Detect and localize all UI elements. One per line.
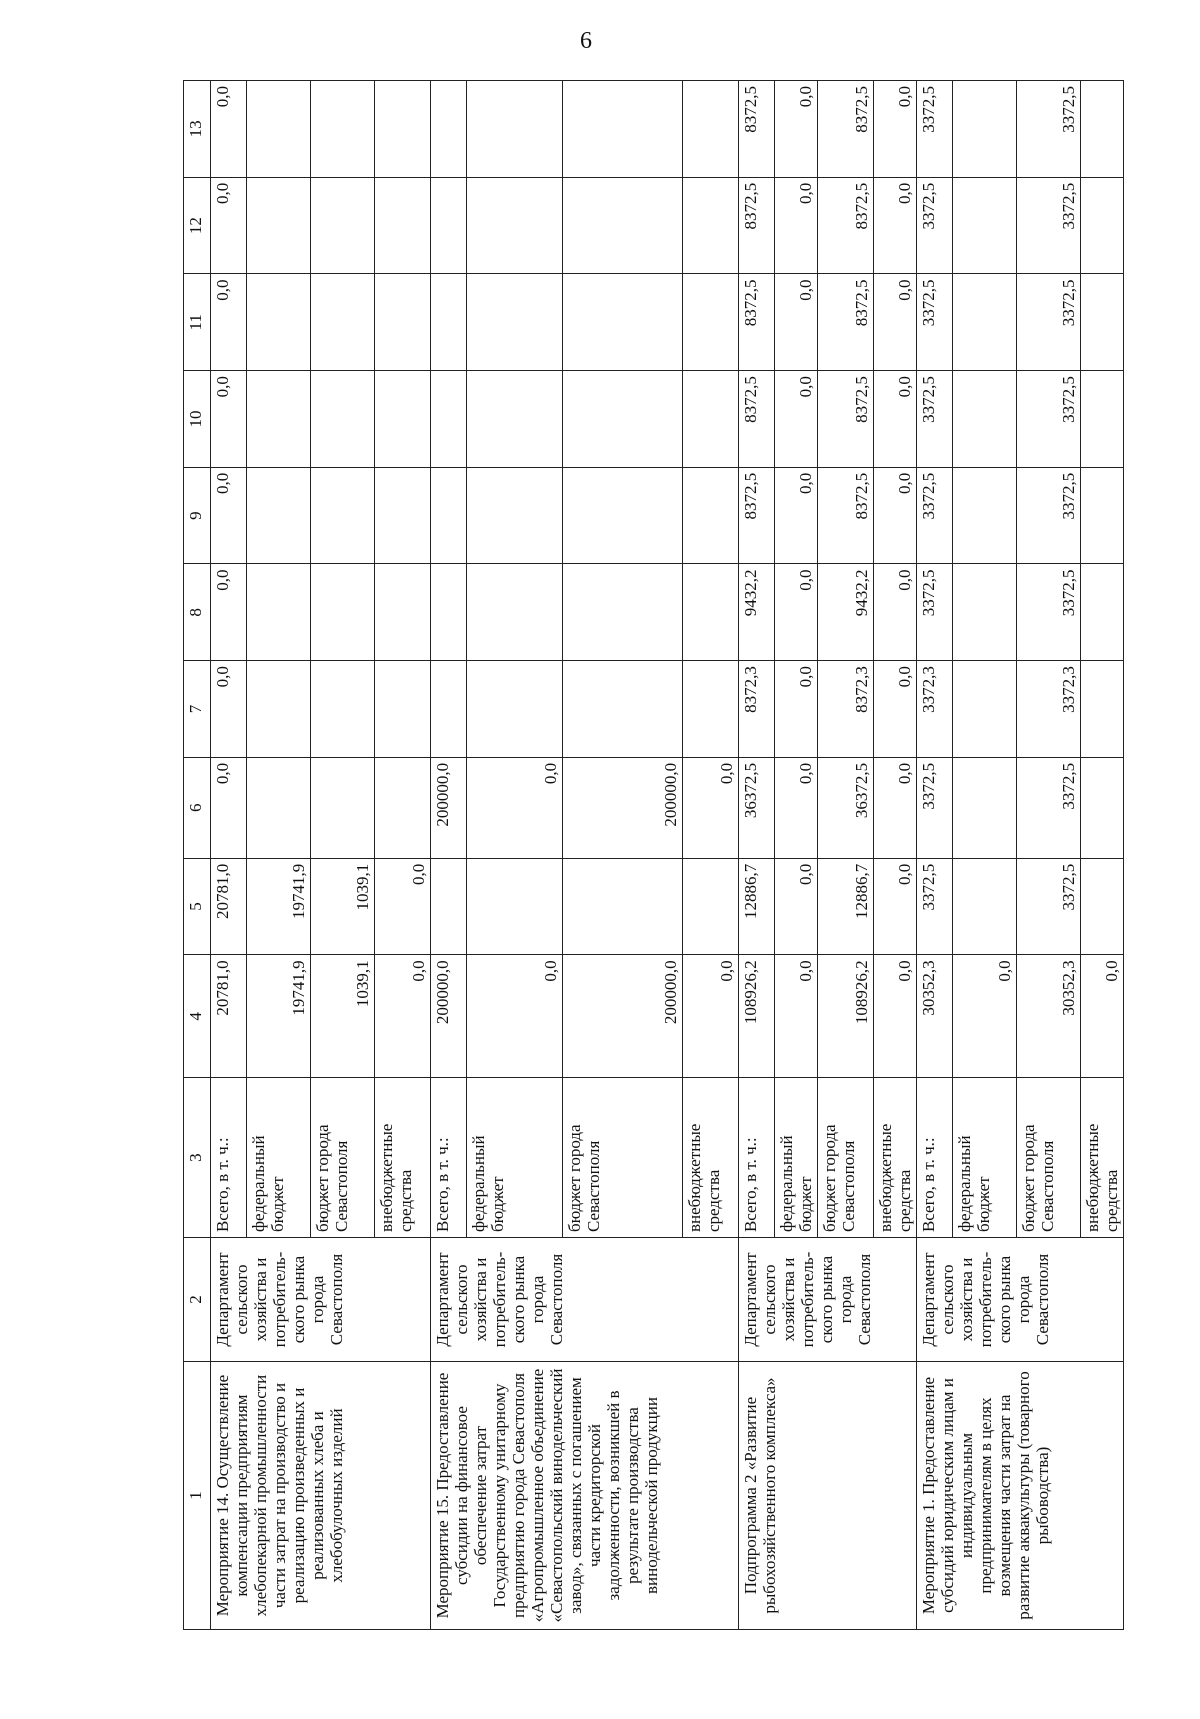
value-cell-col-7 — [683, 661, 739, 758]
value-cell-col-8 — [431, 564, 467, 661]
value-cell-col-8: 0,0 — [874, 564, 917, 661]
value-cell-col-10 — [467, 371, 563, 468]
value-cell-col-11 — [247, 274, 311, 371]
value-cell-col-10 — [683, 371, 739, 468]
value-cell-col-13 — [375, 81, 431, 178]
table-row — [431, 81, 467, 1630]
value-cell-col-6: 200000,0 — [563, 757, 683, 858]
value-cell-col-10: 0,0 — [775, 371, 818, 468]
funding-source-cell: бюджет города Севастополя — [563, 1078, 683, 1238]
header-cell-1: 1 — [184, 1362, 211, 1630]
value-cell-col-9 — [467, 467, 563, 564]
value-cell-col-13: 3372,5 — [917, 81, 953, 178]
value-cell-col-9 — [683, 467, 739, 564]
value-cell-col-7: 0,0 — [775, 661, 818, 758]
value-cell-col-4: 200000,0 — [563, 955, 683, 1078]
value-cell-col-11: 8372,5 — [818, 274, 874, 371]
value-cell-col-9: 0,0 — [775, 467, 818, 564]
value-cell-col-4: 30352,3 — [917, 955, 953, 1078]
value-cell-col-13: 0,0 — [874, 81, 917, 178]
value-cell-col-6 — [953, 757, 1017, 858]
value-cell-col-10: 3372,5 — [917, 371, 953, 468]
value-cell-col-6: 3372,5 — [917, 757, 953, 858]
funding-source-cell: внебюджетные средства — [375, 1078, 431, 1238]
value-cell-col-10: 0,0 — [874, 371, 917, 468]
value-cell-col-13 — [953, 81, 1017, 178]
measure-name-cell: Мероприятие 15. Предоставление субсидии на финансовое обеспечение затрат Государственному унитарному предприятию города Севастополя «Агропромышленное объединение «Севастопольский винодельческий завод», связанных с погашением части кредиторской задолженности, возникшей в результате производства винодельческой продукции — [431, 1362, 739, 1630]
value-cell-col-6: 0,0 — [683, 757, 739, 858]
value-cell-col-12 — [467, 177, 563, 274]
value-cell-col-11 — [563, 274, 683, 371]
value-cell-col-5: 0,0 — [874, 858, 917, 955]
value-cell-col-12 — [683, 177, 739, 274]
value-cell-col-13 — [247, 81, 311, 178]
value-cell-col-4: 19741,9 — [247, 955, 311, 1078]
value-cell-col-11 — [683, 274, 739, 371]
funding-source-cell: внебюджетные средства — [1081, 1078, 1124, 1238]
funding-source-cell: внебюджетные средства — [874, 1078, 917, 1238]
value-cell-col-7: 0,0 — [874, 661, 917, 758]
value-cell-col-12: 0,0 — [211, 177, 247, 274]
value-cell-col-8 — [311, 564, 375, 661]
value-cell-col-5: 3372,5 — [917, 858, 953, 955]
value-cell-col-12 — [247, 177, 311, 274]
value-cell-col-5 — [683, 858, 739, 955]
value-cell-col-6 — [247, 757, 311, 858]
value-cell-col-10 — [1081, 371, 1124, 468]
value-cell-col-5 — [563, 858, 683, 955]
executor-cell: Департамент сельского хозяйства и потребитель-ского рынка города Севастополя — [739, 1238, 917, 1362]
value-cell-col-4: 0,0 — [683, 955, 739, 1078]
executor-cell: Департамент сельского хозяйства и потребитель-ского рынка города Севастополя — [917, 1238, 1124, 1362]
measure-name-cell: Подпрограмма 2 «Развитие рыбохозяйственного комплекса» — [739, 1362, 917, 1630]
value-cell-col-12: 0,0 — [874, 177, 917, 274]
header-cell-13: 13 — [184, 81, 211, 178]
value-cell-col-7 — [311, 661, 375, 758]
value-cell-col-5 — [953, 858, 1017, 955]
value-cell-col-10: 3372,5 — [1017, 371, 1081, 468]
value-cell-col-12 — [563, 177, 683, 274]
value-cell-col-13: 8372,5 — [739, 81, 775, 178]
value-cell-col-9 — [953, 467, 1017, 564]
value-cell-col-10: 8372,5 — [739, 371, 775, 468]
value-cell-col-8: 0,0 — [211, 564, 247, 661]
value-cell-col-9 — [311, 467, 375, 564]
value-cell-col-10: 8372,5 — [818, 371, 874, 468]
value-cell-col-12: 3372,5 — [1017, 177, 1081, 274]
value-cell-col-7: 8372,3 — [739, 661, 775, 758]
value-cell-col-5: 19741,9 — [247, 858, 311, 955]
funding-source-cell: Всего, в т. ч.: — [739, 1078, 775, 1238]
budget-table — [183, 80, 1124, 1630]
page-number: 6 — [580, 28, 592, 54]
value-cell-col-6 — [311, 757, 375, 858]
value-cell-col-11: 0,0 — [211, 274, 247, 371]
value-cell-col-8 — [1081, 564, 1124, 661]
value-cell-col-6: 3372,5 — [1017, 757, 1081, 858]
value-cell-col-11: 3372,5 — [917, 274, 953, 371]
table-row — [739, 81, 775, 1630]
value-cell-col-7 — [247, 661, 311, 758]
value-cell-col-11: 8372,5 — [739, 274, 775, 371]
value-cell-col-9: 8372,5 — [818, 467, 874, 564]
measure-name-cell: Мероприятие 14. Осуществление компенсации предприятиям хлебопекарной промышленности части затрат на производство и реализацию произведенных и реализованных хлеба и хлебобулочных изделий — [211, 1362, 431, 1630]
header-cell-5: 5 — [184, 858, 211, 955]
value-cell-col-7 — [953, 661, 1017, 758]
value-cell-col-12 — [953, 177, 1017, 274]
value-cell-col-9: 3372,5 — [1017, 467, 1081, 564]
header-cell-7: 7 — [184, 661, 211, 758]
value-cell-col-12 — [311, 177, 375, 274]
header-row — [184, 81, 211, 1630]
value-cell-col-7: 3372,3 — [1017, 661, 1081, 758]
value-cell-col-6: 0,0 — [874, 757, 917, 858]
value-cell-col-4: 0,0 — [775, 955, 818, 1078]
header-cell-9: 9 — [184, 467, 211, 564]
value-cell-col-5: 0,0 — [775, 858, 818, 955]
value-cell-col-8 — [683, 564, 739, 661]
value-cell-col-11 — [953, 274, 1017, 371]
value-cell-col-9 — [375, 467, 431, 564]
value-cell-col-12 — [375, 177, 431, 274]
value-cell-col-13: 0,0 — [211, 81, 247, 178]
funding-source-cell: федеральный бюджет — [247, 1078, 311, 1238]
value-cell-col-11: 0,0 — [775, 274, 818, 371]
value-cell-col-11: 3372,5 — [1017, 274, 1081, 371]
value-cell-col-7 — [431, 661, 467, 758]
value-cell-col-6: 36372,5 — [818, 757, 874, 858]
header-cell-4: 4 — [184, 955, 211, 1078]
value-cell-col-6: 36372,5 — [739, 757, 775, 858]
value-cell-col-4: 108926,2 — [739, 955, 775, 1078]
value-cell-col-9: 0,0 — [211, 467, 247, 564]
value-cell-col-8 — [563, 564, 683, 661]
value-cell-col-5: 1039,1 — [311, 858, 375, 955]
value-cell-col-11 — [467, 274, 563, 371]
value-cell-col-6: 0,0 — [211, 757, 247, 858]
value-cell-col-13: 3372,5 — [1017, 81, 1081, 178]
value-cell-col-9 — [247, 467, 311, 564]
header-cell-10: 10 — [184, 371, 211, 468]
value-cell-col-11 — [375, 274, 431, 371]
value-cell-col-10 — [431, 371, 467, 468]
value-cell-col-11 — [311, 274, 375, 371]
header-cell-3: 3 — [184, 1078, 211, 1238]
value-cell-col-7 — [375, 661, 431, 758]
header-cell-6: 6 — [184, 757, 211, 858]
value-cell-col-6: 0,0 — [775, 757, 818, 858]
value-cell-col-7: 8372,3 — [818, 661, 874, 758]
value-cell-col-5: 12886,7 — [739, 858, 775, 955]
value-cell-col-6: 200000,0 — [431, 757, 467, 858]
funding-source-cell: внебюджетные средства — [683, 1078, 739, 1238]
value-cell-col-8 — [247, 564, 311, 661]
value-cell-col-10 — [247, 371, 311, 468]
value-cell-col-5: 3372,5 — [1017, 858, 1081, 955]
funding-source-cell: федеральный бюджет — [953, 1078, 1017, 1238]
value-cell-col-12 — [431, 177, 467, 274]
value-cell-col-8: 9432,2 — [818, 564, 874, 661]
value-cell-col-7 — [563, 661, 683, 758]
value-cell-col-8 — [953, 564, 1017, 661]
value-cell-col-5: 20781,0 — [211, 858, 247, 955]
value-cell-col-4: 20781,0 — [211, 955, 247, 1078]
value-cell-col-4: 108926,2 — [818, 955, 874, 1078]
value-cell-col-8 — [467, 564, 563, 661]
rotated-table-wrapper — [183, 80, 1122, 1630]
funding-source-cell: бюджет города Севастополя — [818, 1078, 874, 1238]
value-cell-col-12 — [1081, 177, 1124, 274]
value-cell-col-10 — [953, 371, 1017, 468]
value-cell-col-4: 30352,3 — [1017, 955, 1081, 1078]
value-cell-col-10: 0,0 — [211, 371, 247, 468]
executor-cell: Департамент сельского хозяйства и потребитель-ского рынка города Севастополя — [431, 1238, 739, 1362]
value-cell-col-6 — [1081, 757, 1124, 858]
value-cell-col-5 — [467, 858, 563, 955]
measure-name-cell: Мероприятие 1. Предоставление субсидий юридическим лицам и индивидуальным предпринимателям в целях возмещения части затрат на развитие аквакультуры (товарного рыбоводства) — [917, 1362, 1124, 1630]
value-cell-col-7 — [467, 661, 563, 758]
value-cell-col-9 — [1081, 467, 1124, 564]
value-cell-col-11 — [431, 274, 467, 371]
value-cell-col-5: 0,0 — [375, 858, 431, 955]
value-cell-col-12: 0,0 — [775, 177, 818, 274]
value-cell-col-13 — [431, 81, 467, 178]
value-cell-col-13 — [1081, 81, 1124, 178]
executor-cell: Департамент сельского хозяйства и потребитель-ского рынка города Севастополя — [211, 1238, 431, 1362]
value-cell-col-9: 3372,5 — [917, 467, 953, 564]
value-cell-col-8: 0,0 — [775, 564, 818, 661]
funding-source-cell: Всего, в т. ч.: — [917, 1078, 953, 1238]
value-cell-col-4: 200000,0 — [431, 955, 467, 1078]
value-cell-col-8: 9432,2 — [739, 564, 775, 661]
funding-source-cell: бюджет города Севастополя — [1017, 1078, 1081, 1238]
value-cell-col-5 — [1081, 858, 1124, 955]
funding-source-cell: Всего, в т. ч.: — [211, 1078, 247, 1238]
table-row — [211, 81, 247, 1630]
value-cell-col-7: 3372,3 — [917, 661, 953, 758]
funding-source-cell: федеральный бюджет — [467, 1078, 563, 1238]
header-cell-8: 8 — [184, 564, 211, 661]
value-cell-col-13 — [563, 81, 683, 178]
value-cell-col-5: 12886,7 — [818, 858, 874, 955]
value-cell-col-12: 8372,5 — [739, 177, 775, 274]
value-cell-col-4: 0,0 — [953, 955, 1017, 1078]
value-cell-col-4: 0,0 — [375, 955, 431, 1078]
header-cell-11: 11 — [184, 274, 211, 371]
value-cell-col-12: 3372,5 — [917, 177, 953, 274]
value-cell-col-10 — [563, 371, 683, 468]
value-cell-col-4: 0,0 — [874, 955, 917, 1078]
value-cell-col-10 — [375, 371, 431, 468]
value-cell-col-7 — [1081, 661, 1124, 758]
value-cell-col-11: 0,0 — [874, 274, 917, 371]
value-cell-col-12: 8372,5 — [818, 177, 874, 274]
value-cell-col-4: 0,0 — [467, 955, 563, 1078]
value-cell-col-13: 8372,5 — [818, 81, 874, 178]
value-cell-col-13: 0,0 — [775, 81, 818, 178]
value-cell-col-4: 0,0 — [1081, 955, 1124, 1078]
value-cell-col-9: 0,0 — [874, 467, 917, 564]
value-cell-col-13 — [683, 81, 739, 178]
value-cell-col-9 — [431, 467, 467, 564]
value-cell-col-8 — [375, 564, 431, 661]
value-cell-col-7: 0,0 — [211, 661, 247, 758]
value-cell-col-9 — [563, 467, 683, 564]
value-cell-col-5 — [431, 858, 467, 955]
header-cell-2: 2 — [184, 1238, 211, 1362]
header-cell-12: 12 — [184, 177, 211, 274]
value-cell-col-4: 1039,1 — [311, 955, 375, 1078]
value-cell-col-9: 8372,5 — [739, 467, 775, 564]
table-body — [184, 81, 1124, 1630]
value-cell-col-8: 3372,5 — [1017, 564, 1081, 661]
table-row — [917, 81, 953, 1630]
funding-source-cell: Всего, в т. ч.: — [431, 1078, 467, 1238]
value-cell-col-13 — [467, 81, 563, 178]
funding-source-cell: бюджет города Севастополя — [311, 1078, 375, 1238]
value-cell-col-8: 3372,5 — [917, 564, 953, 661]
value-cell-col-6: 0,0 — [467, 757, 563, 858]
value-cell-col-13 — [311, 81, 375, 178]
value-cell-col-10 — [311, 371, 375, 468]
value-cell-col-6 — [375, 757, 431, 858]
funding-source-cell: федеральный бюджет — [775, 1078, 818, 1238]
value-cell-col-11 — [1081, 274, 1124, 371]
